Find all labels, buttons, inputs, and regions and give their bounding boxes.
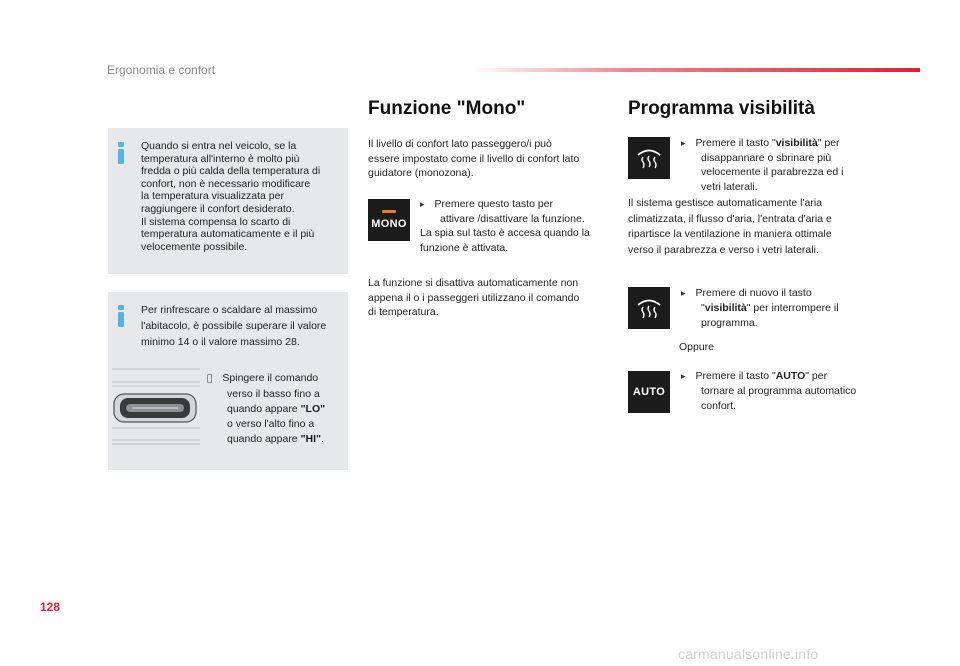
- instruction-line: [681, 286, 876, 301]
- watermark: carmanualsonline.info: [678, 646, 819, 662]
- text-line: Il livello di confort lato passeggero/i può: [368, 138, 552, 150]
- mono-instruction: [420, 197, 610, 255]
- text-line: Il sistema gestisce automaticamente l'aria: [628, 197, 823, 209]
- text-line: attivare /disattivare la funzione.: [440, 212, 585, 225]
- mono-button-icon: [368, 199, 410, 241]
- mono-section-title: Funzione "Mono": [368, 98, 526, 119]
- lo-label: "LO": [300, 403, 326, 415]
- bullet-icon: ▸: [420, 199, 425, 209]
- text-line: temperatura all'interno è molto più: [141, 152, 300, 165]
- mono-outro: [368, 276, 613, 320]
- text-line: guidatore (monozona).: [368, 167, 474, 179]
- text-line: verso il basso fino a: [227, 388, 320, 400]
- visibility-button-icon-2: [628, 287, 670, 329]
- instruction-line: [681, 136, 876, 151]
- text-line: confort, non è necessario modificare: [141, 177, 311, 190]
- text-line: essere impostato come il livello di confort lato: [368, 152, 580, 165]
- text-line: [681, 301, 876, 316]
- text-span: Premere il tasto ": [695, 137, 776, 149]
- header-accent-bar: [470, 68, 920, 72]
- bullet-icon: ▸: [681, 371, 686, 381]
- text-span: Premere di nuovo il tasto: [695, 287, 812, 299]
- text-span: " per: [817, 137, 840, 149]
- text-line: temperatura automaticamente e il più: [141, 228, 315, 241]
- info-box-max-temp-text: [141, 302, 347, 350]
- visibility-instruction: [681, 136, 876, 194]
- text-span: " per interrompere il: [746, 302, 839, 314]
- auto-button-icon: [628, 371, 670, 413]
- text-line: verso il parabrezza e verso i vetri laterali.: [628, 243, 819, 256]
- text-line: la temperatura visualizzata per: [141, 190, 284, 203]
- text-line: La funzione si disattiva automaticamente non: [368, 277, 579, 289]
- mono-button-label: MONO: [371, 218, 407, 230]
- text-line: funzione è attivata.: [420, 241, 509, 254]
- auto-label: AUTO: [775, 370, 806, 382]
- bullet-icon: ▸: [681, 138, 686, 148]
- windscreen-demist-icon: [636, 147, 662, 169]
- text-span: quando appare: [227, 403, 301, 415]
- temperature-control-illustration: [112, 366, 202, 448]
- text-line: La spia sul tasto è accesa quando la: [420, 227, 590, 239]
- windscreen-demist-icon: [636, 297, 662, 319]
- text-line: l'abitacolo, è possibile superare il valore: [141, 320, 327, 332]
- auto-instruction: [681, 369, 881, 414]
- text-span: .: [321, 433, 324, 445]
- text-line: ripartisce la ventilazione in maniera ottimale: [628, 228, 832, 240]
- instruction-line: [420, 197, 610, 212]
- bullet-icon: ▸: [681, 288, 686, 298]
- oppure-text: Oppure: [679, 341, 715, 353]
- text-line: velocemente il parabrezza ed i: [701, 166, 844, 178]
- text-line: tornare al programma automatico: [701, 385, 857, 397]
- visibility-section-title: Programma visibilità: [628, 98, 815, 119]
- text-line: Quando si entra nel veicolo, se la: [141, 140, 297, 152]
- page-number: 128: [40, 600, 61, 614]
- auto-button-label: AUTO: [632, 386, 666, 398]
- text-line: raggiungere il confort desiderato.: [141, 202, 295, 215]
- text-line: o verso l'alto fino a: [227, 418, 315, 430]
- section-title: Ergonomia e confort: [107, 63, 216, 77]
- temperature-control-instruction: [207, 371, 347, 447]
- visibility-system-text: [628, 196, 873, 258]
- text-line: fredda o più calda della temperatura di: [141, 165, 321, 178]
- mono-intro: [368, 137, 608, 181]
- text-span: Premere questo tasto per: [434, 198, 554, 210]
- text-line: disappannare o sbrinare più: [701, 151, 832, 164]
- text-line: programma.: [701, 317, 758, 329]
- bullet-icon: [207, 374, 212, 384]
- text-line: appena il o i passeggeri utilizzano il comando: [368, 291, 580, 304]
- text-line: vetri laterali.: [701, 180, 758, 193]
- text-span: ": [701, 302, 705, 314]
- instruction-line: [681, 369, 881, 384]
- text-span: " per: [805, 370, 828, 382]
- mono-indicator-light: [382, 210, 396, 213]
- info-box-comfort-text: [141, 140, 346, 253]
- text-span: Premere il tasto ": [695, 370, 776, 382]
- text-line: [207, 402, 347, 417]
- info-icon: [118, 142, 124, 164]
- instruction-line: [207, 371, 347, 387]
- text-line: di temperatura.: [368, 306, 439, 318]
- text-line: velocemente possibile.: [141, 240, 248, 253]
- visibility-label: visibilità: [704, 302, 747, 314]
- visibility-stop-instruction: [681, 286, 876, 331]
- info-icon: [118, 305, 124, 327]
- text-span: quando appare: [227, 433, 301, 445]
- text-line: minimo 14 o il valore massimo 28.: [141, 336, 300, 348]
- text-line: Il sistema compensa lo scarto di: [141, 215, 291, 228]
- text-line: confort.: [701, 400, 737, 412]
- visibility-label: visibilità: [775, 137, 818, 149]
- text-line: Spingere il comando: [217, 372, 313, 384]
- text-line: climatizzata, il flusso d'aria, l'entrata d'aria e: [628, 212, 832, 225]
- hi-label: "HI": [300, 433, 322, 445]
- visibility-button-icon: [628, 137, 670, 179]
- text-line: [207, 432, 347, 447]
- text-line: Per rinfrescare o scaldare al massimo: [141, 304, 318, 316]
